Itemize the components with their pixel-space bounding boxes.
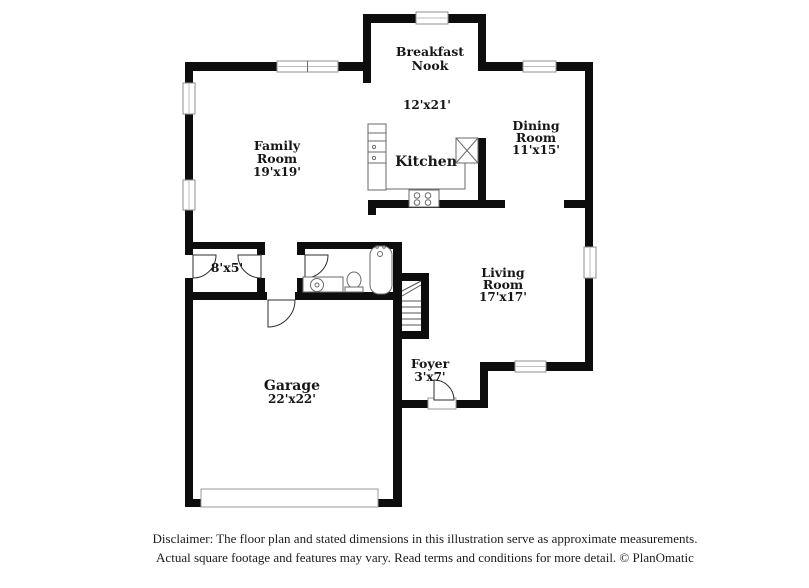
wall-exterior-left-lower bbox=[185, 278, 193, 507]
wall-utility-bottom bbox=[185, 292, 267, 300]
wall-dining-living-stub bbox=[564, 200, 593, 208]
label-family-room-dims: 19'x19' bbox=[253, 165, 301, 179]
label-dining-room-dims: 11'x15' bbox=[512, 143, 560, 157]
label-living-room-line2: Room bbox=[482, 277, 524, 292]
label-garage: Garage bbox=[263, 378, 321, 394]
room-labels bbox=[211, 44, 560, 406]
wall-breakfast-nook-left bbox=[363, 14, 371, 83]
label-garage-dims: 22'x22' bbox=[268, 392, 316, 406]
wall-garage-right bbox=[393, 242, 402, 507]
label-breakfast-nook-line2: Nook bbox=[411, 58, 449, 73]
wall-exterior-right bbox=[585, 62, 593, 371]
door-bathroom bbox=[305, 255, 328, 278]
wall-bathroom-left-upper bbox=[297, 242, 305, 255]
wall-kitchen-stub bbox=[368, 200, 376, 215]
wall-kitchen-right bbox=[478, 138, 486, 208]
label-dining-room-line2: Room bbox=[515, 130, 557, 145]
label-foyer: Foyer bbox=[410, 356, 450, 371]
toilet-bowl bbox=[347, 272, 361, 288]
label-kitchen: Kitchen bbox=[395, 154, 457, 170]
label-utility-room-dims: 8'x5' bbox=[210, 260, 244, 275]
staircase bbox=[402, 281, 421, 325]
wall-utility-top bbox=[185, 242, 265, 249]
label-family-room-line2: Room bbox=[256, 151, 298, 166]
door-garage-entry bbox=[268, 300, 295, 327]
label-dining-room-line1: Dining bbox=[512, 118, 560, 133]
label-family-room-line1: Family bbox=[253, 138, 301, 153]
kitchen-cabinet-run bbox=[368, 124, 386, 190]
label-foyer-dims: 3'x7' bbox=[414, 370, 446, 384]
label-breakfast-nook-line1: Breakfast bbox=[395, 44, 465, 59]
wall-utility-right-upper bbox=[257, 242, 265, 255]
stove bbox=[409, 190, 439, 207]
stair-winder-1 bbox=[402, 285, 421, 296]
label-living-room-line1: Living bbox=[481, 265, 525, 280]
toilet-tank bbox=[345, 287, 363, 292]
label-living-room-dims: 17'x17' bbox=[479, 290, 527, 304]
disclaimer bbox=[153, 531, 698, 565]
stair-winder-2 bbox=[402, 281, 421, 291]
disclaimer-line2: Actual square footage and features may vary. Read terms and conditions for more detail. © PlanOmatic bbox=[156, 550, 694, 565]
disclaimer-line1: Disclaimer: The floor plan and stated dimensions in this illustration serve as approximate measurements. bbox=[152, 531, 698, 546]
wall-stairs-right bbox=[421, 273, 429, 339]
garage-door-panel bbox=[201, 489, 378, 507]
label-breakfast-nook-dims: 12'x21' bbox=[403, 98, 451, 112]
wall-stairs-bottom bbox=[393, 331, 429, 339]
bathroom-sink bbox=[311, 279, 324, 292]
bathtub bbox=[370, 246, 392, 294]
